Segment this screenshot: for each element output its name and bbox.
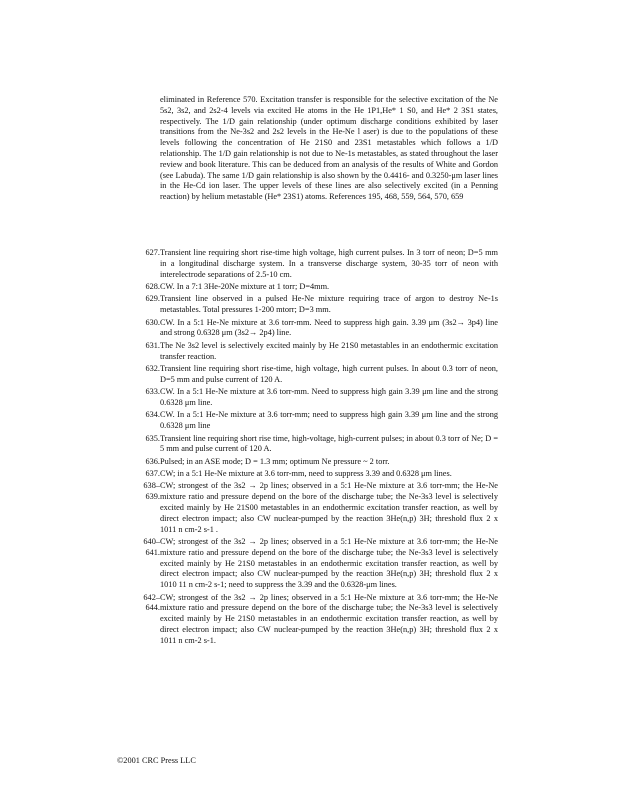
note-text: CW; in a 5:1 He-Ne mixture at 3.6 torr-mm, need to suppress 3.39 and 0.6328 μm lines. <box>160 469 452 479</box>
note-number: 629. <box>145 294 160 304</box>
note-entry <box>0 318 617 340</box>
note-text: Transient line requiring short rise time, high-voltage, high-current pulses; in about 0.3 torr of Ne; D = 5 mm and pulse current of 120 A. <box>160 433 498 454</box>
note-entry <box>0 294 617 316</box>
note-number: 640– 641. <box>143 537 160 557</box>
notes-list <box>0 248 617 647</box>
note-number: 631. <box>145 340 160 350</box>
note-entry <box>0 537 617 591</box>
intro-paragraph: eliminated in Reference 570. Excitation transfer is responsible for the selective excitation of the Ne 5s2, 3s2, and 2s2-4 levels via excited He atoms in the He 1P1,He* 1 S0, and He* 2 3S1 states, respectively. The 1/D gain relationship (under optimum discharge conditions exhibited by laser transitions from the Ne-3s2 and 2s2 levels in the He-Ne l aser) is due to the populations of these levels following the concentration of He 21S0 and 23S1 metastables which follows a 1/D relationship. The 1/D gain relationship is not due to Ne-1s metastables, as stated throughout the laser review and book literature. This can be deduced from an analysis of the results of White and Gordon (see Labuda). The same 1/D gain relationship is also shown by the 0.4416- and 0.3250-μm laser lines in the He-Cd ion laser. The upper levels of these lines are also selectively excited (in a Penning reaction) by helium metastable (He* 23S1) atoms. References 195, 468, 559, 564, 570, 659 <box>160 95 498 202</box>
note-number: 634. <box>145 410 160 420</box>
copyright-footer: ©2001 CRC Press LLC <box>117 756 196 765</box>
note-text: The Ne 3s2 level is selectively excited mainly by He 21S0 metastables in an endothermic excitation transfer reaction. <box>160 340 498 361</box>
note-text: CW. In a 5:1 He-Ne mixture at 3.6 torr-mm. Need to suppress high gain. 3.39 μm (3s2→ 3p4) line and strong 0.6328 μm (3s2→ 2p4) line. <box>160 317 498 338</box>
note-number: 632. <box>145 363 160 373</box>
note-number: 642– 644. <box>143 592 160 613</box>
note-text: Transient line observed in a pulsed He-Ne mixture requiring trace of argon to destroy Ne-1s metastables. Total pressures 1-200 mtorr; D=3 mm. <box>160 294 498 315</box>
note-entry <box>0 387 617 409</box>
note-entry <box>0 364 617 386</box>
note-number: 637. <box>145 469 160 479</box>
note-number: 630. <box>145 317 160 327</box>
note-entry <box>0 434 617 456</box>
note-number: 638– 639. <box>143 481 160 502</box>
note-entry <box>0 248 617 280</box>
note-text: Transient line requiring short rise-time high voltage, high current pulses. In 3 torr of neon; D=5 mm in a longitudinal discharge system. In a transverse discharge system, 30-35 torr of neon with interelectrode separations of 2.5-10 cm. <box>160 248 498 279</box>
note-number: 633. <box>145 387 160 397</box>
note-entry <box>0 469 617 480</box>
note-text: CW. In a 5:1 He-Ne mixture at 3.6 torr-mm; need to suppress high gain 3.39 μm line and the strong 0.6328 μm line <box>160 410 498 431</box>
note-text: CW; strongest of the 3s2 → 2p lines; observed in a 5:1 He-Ne mixture at 3.6 torr-mm; the He-Ne mixture ratio and pressure depend on the bore of the discharge tube; the Ne-3s3 level is selectively excited mainly by He 21S0 metastables in an endothermic excitation transfer reaction, as well by direct electron impact; also CW nuclear-pumped by the reaction 3He(n,p) 3H; threshold flux 2 x 1011 n cm-2 s-1. <box>160 592 498 645</box>
note-entry <box>0 341 617 363</box>
note-number: 635. <box>145 433 160 443</box>
note-number: 636. <box>145 456 160 466</box>
note-entry <box>0 410 617 432</box>
note-entry <box>0 457 617 468</box>
note-entry <box>0 593 617 647</box>
note-number: 628. <box>145 281 160 291</box>
note-entry <box>0 282 617 293</box>
note-text: Transient line requiring short rise-time, high voltage, high current pulses. In about 0.3 torr of neon, D=5 mm and pulse current of 120 A. <box>160 363 498 384</box>
note-entry <box>0 481 617 535</box>
note-text: CW; strongest of the 3s2 → 2p lines; observed in a 5:1 He-Ne mixture at 3.6 torr-mm; the He-Ne mixture ratio and pressure depend on the bore of the discharge tube; the Ne-3s3 level is selectively excited mainly by He 21S0 metastables in an endothermic excitation transfer reaction, as well by direct electron impact; also CW nuclear-pumped by the reaction 3He(n,p) 3H; threshold flux 2 x 1010 11 n cm-2 s-1; need to suppress the 3.39 and the 0.6328-μm lines. <box>160 537 498 590</box>
note-number: 627. <box>145 248 160 257</box>
note-text: CW. In a 7:1 3He-20Ne mixture at 1 torr; D=4mm. <box>160 281 330 291</box>
note-text: CW. In a 5:1 He-Ne mixture at 3.6 torr-mm. Need to suppress high gain 3.39 μm line and the strong 0.6328 μm line. <box>160 387 498 407</box>
note-text: Pulsed; in an ASE mode; D = 1.3 mm; optimum Ne pressure ~ 2 torr. <box>160 456 390 466</box>
note-text: CW; strongest of the 3s2 → 2p lines; observed in a 5:1 He-Ne mixture at 3.6 torr-mm; the He-Ne mixture ratio and pressure depend on the bore of the discharge tube; the Ne-3s3 level is selectively excited mainly by He 21S00 metastables in an endothermic excitation transfer reaction, as well by direct electron impact; also CW nuclear-pumped by the reaction 3He(n,p) 3H; threshold flux 2 x 1011 n cm-2 s-1 . <box>160 481 498 534</box>
